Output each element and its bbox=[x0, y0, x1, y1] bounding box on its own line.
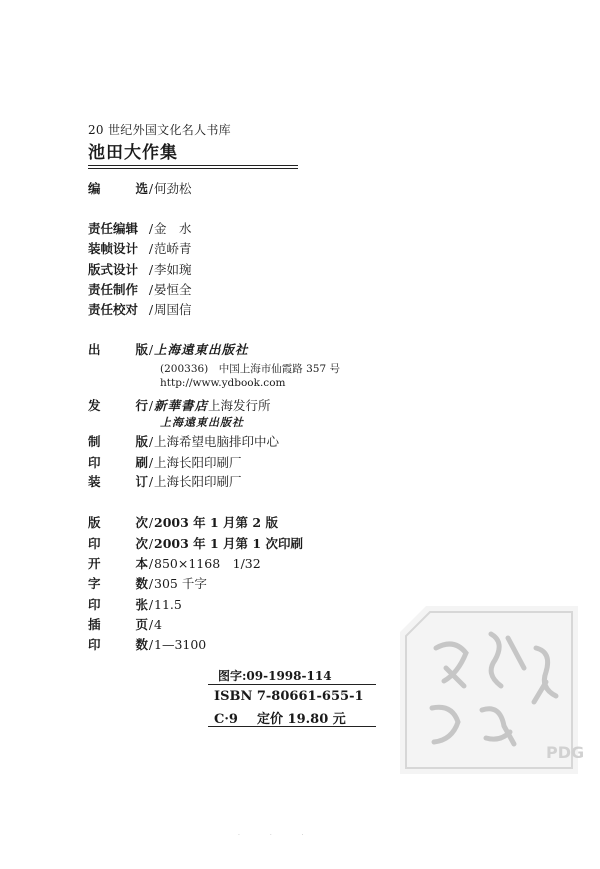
edition-label: 版 次 bbox=[88, 515, 148, 530]
production-value: 上海希望电脑排印中心 bbox=[154, 434, 280, 449]
staff-row: 版式设计 / 李如琬 bbox=[88, 262, 192, 277]
title-rule bbox=[88, 165, 298, 166]
production-label: 印 刷 bbox=[88, 455, 148, 470]
title-rule-thin bbox=[88, 168, 298, 169]
edition-row: 印 次 / 2003 年 1 月第 1 次印刷 bbox=[88, 536, 303, 551]
edition-label: 字 数 bbox=[88, 576, 148, 591]
codes-rule bbox=[208, 684, 376, 685]
staff-row: 责任制作 / 晏恒全 bbox=[88, 282, 192, 297]
edition-label: 印 次 bbox=[88, 536, 148, 551]
price-label: 定价 bbox=[256, 712, 283, 727]
production-row: 装 订 / 上海长阳印刷厂 bbox=[88, 474, 242, 489]
staff-value: 李如琬 bbox=[154, 262, 192, 277]
edition-row: 印 数 / 1—3100 bbox=[88, 637, 207, 652]
staff-label: 版式设计 bbox=[88, 262, 139, 277]
co-distributor-row bbox=[160, 415, 244, 431]
editor-label: 编 选 bbox=[88, 181, 148, 196]
edition-row: 字 数 / 305 千字 bbox=[88, 576, 207, 591]
staff-label: 责任编辑 bbox=[88, 221, 139, 236]
publisher-row: 出 版 / 上海遠東出版社 bbox=[88, 342, 249, 357]
staff-value: 周国信 bbox=[154, 302, 192, 317]
edition-value: 11.5 bbox=[154, 597, 182, 612]
edition-value: 305 千字 bbox=[154, 576, 207, 591]
edition-row: 版 次 / 2003 年 1 月第 2 版 bbox=[88, 515, 278, 530]
edition-label: 开 本 bbox=[88, 556, 148, 571]
isbn: ISBN 7-80661-655-1 bbox=[214, 689, 364, 704]
watermark-badge: PDG bbox=[546, 743, 585, 762]
staff-row: 责任校对 / 周国信 bbox=[88, 302, 192, 317]
staff-value: 金 水 bbox=[154, 221, 192, 236]
distribution-row: 发 行 / 新華書店 上海发行所 bbox=[88, 398, 271, 413]
edition-row: 插 页 / 4 bbox=[88, 617, 162, 632]
production-row: 印 刷 / 上海长阳印刷厂 bbox=[88, 455, 242, 470]
staff-label: 责任校对 bbox=[88, 302, 139, 317]
edition-label: 插 页 bbox=[88, 617, 148, 632]
classification-code: C·9 bbox=[214, 712, 238, 727]
staff-row: 责任编辑 / 金 水 bbox=[88, 221, 192, 236]
production-label: 制 版 bbox=[88, 434, 148, 449]
distribution-office: 上海发行所 bbox=[208, 398, 271, 413]
edition-value: 2003 年 1 月第 1 次印刷 bbox=[154, 536, 303, 551]
price-line bbox=[214, 708, 346, 727]
distribution-label: 发 行 bbox=[88, 398, 148, 413]
production-row: 制 版 / 上海希望电脑排印中心 bbox=[88, 434, 280, 449]
staff-value: 晏恒全 bbox=[154, 282, 192, 297]
publisher-name: 上海遠東出版社 bbox=[154, 342, 249, 357]
codes-rule-bottom bbox=[208, 726, 376, 727]
staff-row: 装帧设计 / 范峤青 bbox=[88, 241, 192, 256]
edition-value: 1—3100 bbox=[154, 637, 207, 652]
publisher-label: 出 版 bbox=[88, 342, 148, 357]
production-value: 上海长阳印刷厂 bbox=[154, 474, 242, 489]
staff-label: 责任制作 bbox=[88, 282, 139, 297]
price-value: 19.80 元 bbox=[287, 712, 346, 727]
edition-label: 印 张 bbox=[88, 597, 148, 612]
edition-value: 850×1168 1/32 bbox=[154, 556, 261, 571]
edition-row: 印 张 / 11.5 bbox=[88, 597, 182, 612]
editor-row: 编 选 / 何劲松 bbox=[88, 181, 192, 196]
editor-name: 何劲松 bbox=[154, 181, 192, 196]
series-name: 20 世纪外国文化名人书库 bbox=[88, 123, 231, 137]
publisher-address: (200336) 中国上海市仙霞路 357 号 bbox=[160, 363, 340, 375]
edition-value: 4 bbox=[154, 617, 162, 632]
distributor-name: 新華書店 bbox=[154, 398, 209, 413]
production-value: 上海长阳印刷厂 bbox=[154, 455, 242, 470]
staff-value: 范峤青 bbox=[154, 241, 192, 256]
scan-specks: · · · bbox=[238, 832, 318, 839]
copyright-registration: 图字:09-1998-114 bbox=[218, 669, 332, 683]
book-title: 池田大作集 bbox=[88, 143, 178, 163]
co-distributor-name: 上海遠東出版社 bbox=[160, 416, 244, 429]
library-watermark-stamp bbox=[396, 598, 586, 778]
staff-label: 装帧设计 bbox=[88, 241, 139, 256]
edition-value: 2003 年 1 月第 2 版 bbox=[154, 515, 278, 530]
production-label: 装 订 bbox=[88, 474, 148, 489]
edition-label: 印 数 bbox=[88, 637, 148, 652]
edition-row: 开 本 / 850×1168 1/32 bbox=[88, 556, 261, 571]
publisher-url: http://www.ydbook.com bbox=[160, 377, 286, 389]
